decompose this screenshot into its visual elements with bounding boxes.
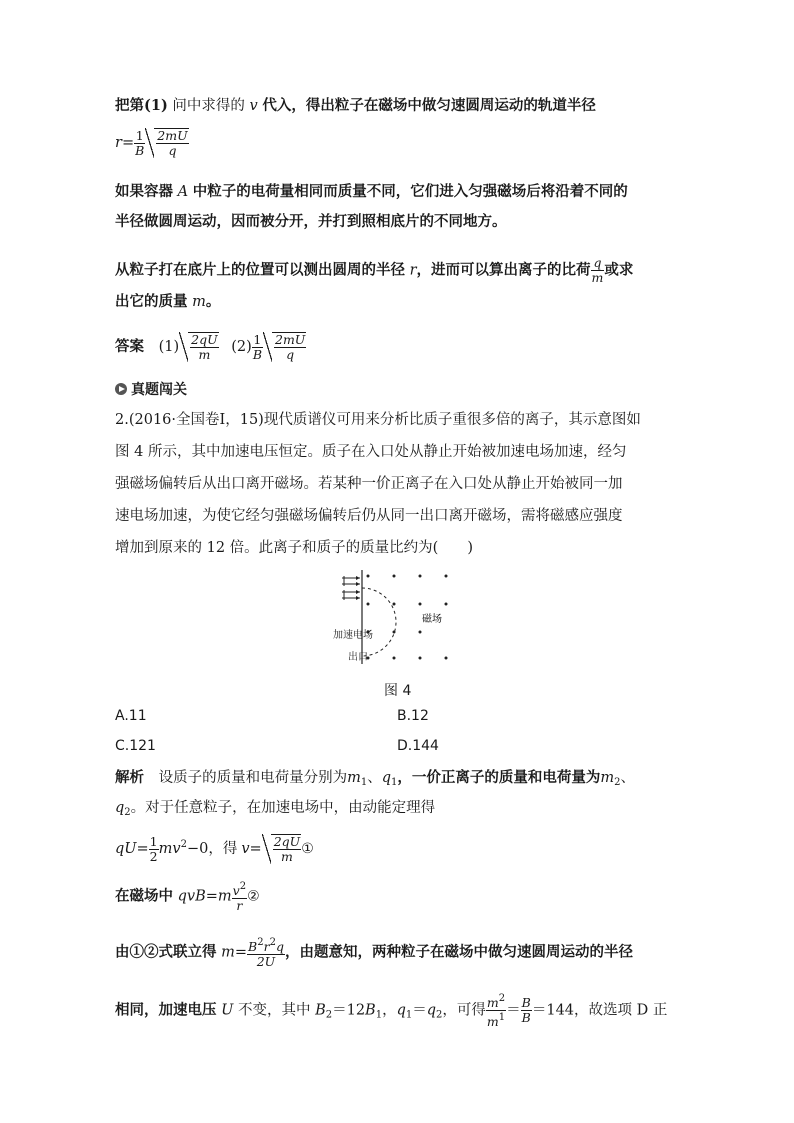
text: 问中求得的 [172,98,245,114]
subscript: 2 [325,1009,333,1021]
label-exit: 出口 [348,652,368,663]
text: ＝ [412,1002,427,1019]
paragraph-line [115,96,596,116]
text: 半径做圆周运动，因而被分开，并打到照相底片的不同地方。 [115,213,507,230]
superscript: 2 [269,937,276,948]
variable: r [409,262,417,279]
denominator: m [591,270,604,285]
text: ，一价正离子的质量和电荷量为 [397,769,601,786]
denominator: m [281,849,293,864]
superscript: 1 [498,1012,506,1023]
variable: A [177,184,189,200]
option-d[interactable]: D.144 [397,738,439,754]
text: 、 [367,770,382,786]
numerator: 2mU [275,332,306,347]
numerator: q [275,939,284,954]
expression: qU [115,841,137,857]
fraction [273,835,302,864]
option-b[interactable]: B.12 [397,708,429,724]
problem-line [115,474,623,494]
denominator: r [236,898,243,913]
superscript: 2 [239,881,247,892]
answer-line [115,332,306,362]
numerator: v [232,883,240,898]
subscript: 1 [405,1009,413,1021]
equation-2 [115,880,260,913]
equation-1 [115,834,314,864]
fraction [232,880,247,913]
paragraph-line [115,182,628,202]
subscript: 2 [124,807,131,818]
text: 、 [620,770,636,786]
text: 出它的质量 [115,293,188,310]
sqrt [145,128,188,158]
label-accel-field: 加速电场 [333,630,373,641]
numerator: r [263,939,270,954]
superscript: 2 [498,993,506,1004]
numerator: q [591,256,605,271]
variable: v [241,841,250,857]
operator: = [234,944,248,961]
fraction [252,333,263,362]
operator: = [249,841,262,857]
variable: m [347,770,361,786]
answer-label: 答案 [115,338,144,355]
text: 速电场加速，为使它经匀强磁场偏转后仍从同一出口离开磁场，需将磁感应强度 [115,508,623,524]
expression: mv [158,841,181,857]
text: ＝12 [332,1002,366,1019]
text: 。对于任意粒子，在加速电场中，由动能定理得 [130,800,436,816]
variable: v [249,98,258,114]
equation-r [115,128,189,158]
sqrt [263,332,306,362]
numerator: 1 [135,127,144,143]
denominator: 2U [256,954,276,969]
analysis-line [115,798,435,823]
text: 不变，其中 [237,1002,311,1019]
text: ，进而可以算出离子的比荷 [416,261,591,279]
variable: m [217,888,232,905]
sqrt [179,332,219,362]
text: 代入，得出粒子在磁场中做匀速圆周运动的轨道半径 [262,97,596,114]
trajectory-arc [362,588,396,656]
text: 强磁场偏转后从出口离开磁场。若某种一价正离子在入口处从静止开始被同一加 [115,476,623,492]
problem-line [115,506,623,526]
subscript: 2 [614,777,621,788]
fraction [190,333,219,362]
text: (2) [231,339,252,355]
analysis-label: 解析 [115,769,144,786]
option-a[interactable]: A.11 [115,708,147,724]
text: 设质子的质量和电荷量分别为 [158,770,348,786]
subscript: 1 [375,1009,383,1021]
superscript: 2 [257,937,264,948]
analysis-line [115,768,635,793]
text: 从粒子打在底片上的位置可以测出圆周的半径 [115,261,405,279]
variable: m [192,294,206,310]
denominator: B [135,142,145,158]
variable: m [221,944,235,961]
numerator: 1 [149,833,158,849]
operator: = [136,841,149,857]
numerator: 2mU [157,128,188,143]
paragraph-line [115,212,507,232]
variable: U [221,1002,234,1019]
denominator: m [486,1014,499,1029]
problem-line [115,442,626,462]
denominator: 2 [149,848,158,864]
fraction [134,129,145,158]
text: 把第(1) [115,97,168,114]
equation-3 [115,936,633,969]
text: 2.(2016·全国卷Ⅰ，15)现代质谱仪可用来分析比质子重很多倍的离子，其示意图如 [115,412,641,428]
play-circle-icon [115,383,127,395]
text: ， [382,1002,397,1019]
text: ，可得 [442,1002,486,1019]
text: (1) [158,339,180,355]
fraction [247,936,285,969]
variable: q [115,800,125,816]
variable: q [396,1002,406,1019]
problem-line [115,538,473,558]
subscript: 2 [436,1009,443,1021]
numerator: B [521,995,531,1010]
denominator: q [286,347,295,362]
numerator: m [486,995,499,1010]
variable: B [315,1002,326,1019]
text: 相同，加速电压 [115,1001,217,1019]
circled-number: ② [247,888,260,905]
text: 如果容器 [115,183,173,200]
denominator: B [252,346,262,362]
text: 由①②式联立得 [115,943,217,961]
subscript: 1 [391,777,398,788]
expression: qvB [177,888,206,905]
operator: = [121,135,135,151]
text: 增加到原来的 12 倍。此离子和质子的质量比约为( ) [115,540,473,556]
text: ，由题意知，两种粒子在磁场中做匀速圆周运动的半径 [284,943,633,961]
text: 在磁场中 [115,887,173,905]
variable: r [115,135,122,151]
paragraph-line [115,256,633,285]
fraction [486,992,506,1029]
label-magnetic-field: 磁场 [422,614,442,625]
operator: = [205,888,218,905]
text: 。 [205,293,221,310]
text: ＝ [506,1002,521,1019]
text: 或求 [604,261,634,279]
fraction [156,129,188,158]
text: 图 4 所示，其中加速电压恒定。质子在入口处从静止开始被加速电场加速，经匀 [115,444,627,460]
section-header [115,380,187,400]
fraction [274,333,306,362]
subscript: 1 [360,777,368,788]
denominator: m [198,347,211,362]
variable: q [381,770,392,786]
option-c[interactable]: C.121 [115,738,156,754]
numerator: 2qU [273,834,301,849]
paragraph-line [115,292,220,312]
numerator: B [248,939,258,954]
text: 中粒子的电荷量相同而质量不同，它们进入匀强磁场后将沿着不同的 [192,183,628,200]
analysis-line [115,992,667,1029]
figure-caption: 图 4 [384,683,412,699]
variable: m [600,770,615,786]
fraction [149,835,159,864]
superscript: 2 [180,839,187,850]
section-title: 真题闯关 [131,382,187,398]
numerator: 2qU [191,332,218,347]
variable: q [426,1002,437,1019]
variable: B [365,1002,376,1019]
text: ＝144，故选项 D 正 [531,1002,668,1019]
denominator: q [168,143,177,158]
problem-line [115,410,641,430]
accel-arrows [342,576,360,600]
text: −0，得 [186,841,238,857]
fraction [521,996,532,1025]
numerator: 1 [253,331,262,347]
sqrt [262,834,302,864]
fraction [591,256,605,285]
circled-number: ① [301,841,314,857]
denominator: B [521,1010,531,1025]
